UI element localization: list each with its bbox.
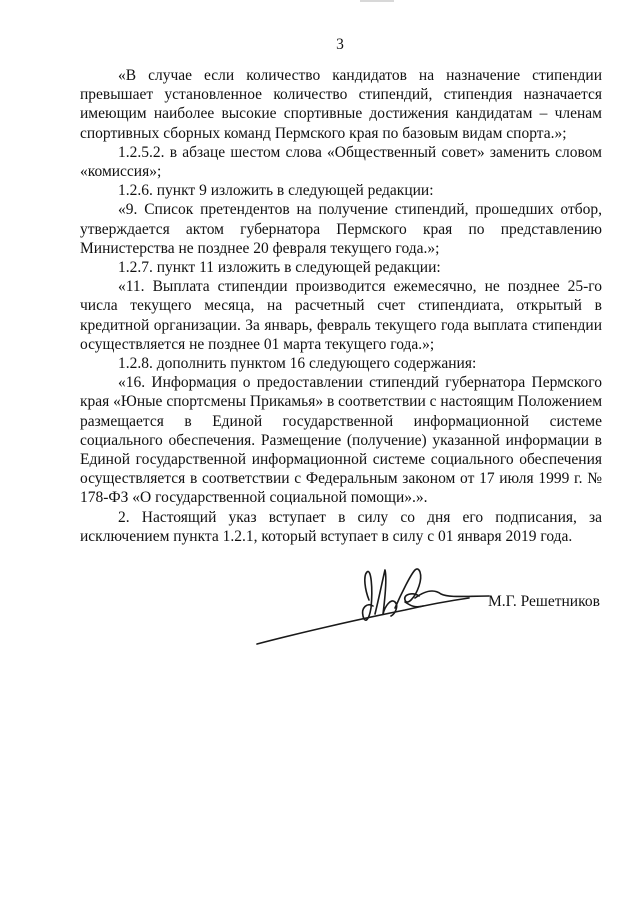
handwritten-signature bbox=[255, 558, 495, 654]
document-body bbox=[80, 66, 602, 546]
paragraph-1-2-6: 1.2.6. пункт 9 изложить в следующей редакции: bbox=[118, 182, 434, 200]
paragraph-1-2-5-2: 1.2.5.2. в абзаце шестом слова «Общественный совет» заменить словом «комиссия»; bbox=[80, 143, 602, 181]
paragraph-quoted-clause: «В случае если количество кандидатов на назначение стипендии превышает установленное количество стипендий, стипендия назначается имеющим наиболее высокие спортивные достижения кандидатам – членам спортивных сборных команд Пермского края по базовым видам спорта.»; bbox=[80, 67, 602, 142]
paragraph-effective-date: 2. Настоящий указ вступает в силу со дня его подписания, за исключением пункта 1.2.1, который вступает в силу с 01 января 2019 года. bbox=[80, 508, 602, 545]
page-number: 3 bbox=[336, 36, 344, 53]
paragraph-item-11: «11. Выплата стипендии производится ежемесячно, не позднее 25-го числа текущего месяца, на расчетный счет стипендиата, открытый в кредитной организации. За январь, февраль текущего года выплата стипендии осуществляется не позднее 01 марта текущего года.»; bbox=[80, 278, 602, 353]
paragraph-1-2-7: 1.2.7. пункт 11 изложить в следующей редакции: bbox=[118, 259, 441, 277]
scan-mark bbox=[360, 0, 394, 2]
paragraph-1-2-8: 1.2.8. дополнить пунктом 16 следующего содержания: bbox=[118, 355, 477, 373]
paragraph-item-16: «16. Информация о предоставлении стипендий губернатора Пермского края «Юные спортсмены Прикамья» в соответствии с настоящим Положением размещается в Единой государственной информационной системе социального обеспечения. Размещение (получение) указанной информации в Единой государственной информационной системе социального обеспечения осуществляется в соответствии с Федеральным законом от 17 июля 1999 г. № 178-ФЗ «О государственной социальной помощи».». bbox=[80, 374, 602, 507]
signer-name: М.Г. Решетников bbox=[488, 593, 600, 610]
paragraph-item-9: «9. Список претендентов на получение стипендий, прошедших отбор, утверждается актом губернатора Пермского края по представлению Министерства не позднее 20 февраля текущего года.»; bbox=[80, 201, 602, 257]
